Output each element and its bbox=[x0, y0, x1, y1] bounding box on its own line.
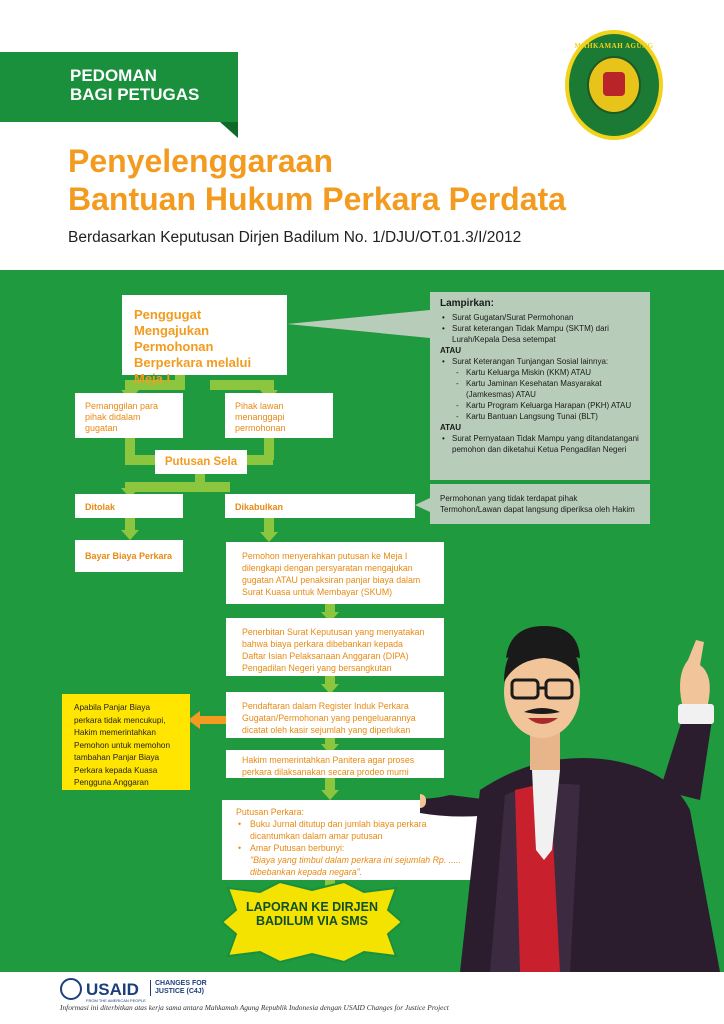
step3-box bbox=[226, 692, 444, 738]
granted-text: Dikabulkan bbox=[235, 502, 284, 512]
arrow-down-icon bbox=[121, 530, 139, 540]
step2-text: Penerbitan Surat Keputusan yang menyatakan bahwa biaya perkara dibebankan kepada Daftar Isian Pelaksanaan Anggaran (DIPA) Pengadilan Negeri yang bersangkutan bbox=[242, 627, 425, 673]
interim-decision-text: Putusan Sela bbox=[164, 456, 238, 468]
connector bbox=[245, 455, 273, 465]
attachment-or: ATAU bbox=[440, 423, 462, 432]
attachment-item: • Surat keterangan Tidak Mampu (SKTM) dari Lurah/Kepala Desa setempat bbox=[440, 323, 640, 345]
connector bbox=[200, 482, 230, 492]
usaid-wordmark: USAID bbox=[86, 980, 139, 999]
rejected-text: Ditolak bbox=[85, 502, 116, 512]
summon-plaintiff-box bbox=[75, 393, 183, 438]
step4-text: Hakim memerintahkan Panitera agar proses perkara dilaksanakan secara prodeo murni bbox=[242, 755, 415, 777]
step2-box bbox=[226, 618, 444, 676]
title-line1: Penyelenggaraan bbox=[68, 143, 333, 179]
attachment-subitem: - Kartu Program Keluarga Harapan (PKH) ATAU bbox=[440, 400, 640, 411]
connector bbox=[125, 455, 155, 465]
attachment-item: • Surat Keterangan Tunjangan Sosial lainnya: bbox=[440, 356, 640, 367]
title-line2: Bantuan Hukum Perkara Perdata bbox=[68, 181, 566, 217]
start-step-box bbox=[122, 295, 287, 386]
connector bbox=[210, 380, 270, 390]
step1-text: Pemohon menyerahkan putusan ke Meja I dilengkapi dengan persyaratan mengajukan gugatan ATAU penaksiran panjar biaya dalam Surat Kuasa untuk Membayar (SKUM) bbox=[242, 551, 421, 597]
insufficient-fee-note bbox=[62, 694, 190, 790]
band-fold bbox=[220, 122, 238, 138]
connector bbox=[198, 716, 226, 724]
judge-illustration bbox=[420, 620, 724, 972]
attachments-box bbox=[430, 292, 650, 480]
attachment-subitem: - Kartu Keluarga Miskin (KKM) ATAU bbox=[440, 367, 640, 378]
attachment-or: ATAU bbox=[440, 346, 462, 355]
callout-pointer bbox=[415, 498, 430, 512]
page-subtitle: Berdasarkan Keputusan Dirjen Badilum No. 1/DJU/OT.01.3/I/2012 bbox=[68, 229, 522, 246]
usaid-tagline: FROM THE AMERICAN PEOPLE bbox=[86, 998, 146, 1003]
usaid-seal-icon bbox=[60, 978, 82, 1000]
mahkamah-agung-seal-logo bbox=[565, 30, 663, 140]
granted-box bbox=[225, 494, 415, 518]
callout-pointer bbox=[287, 310, 430, 338]
verdict-item2-text: Amar Putusan berbunyi: bbox=[250, 843, 345, 853]
attachments-title: Lampirkan: bbox=[440, 298, 494, 309]
granted-note-text: Permohonan yang tidak terdapat pihak Termohon/Lawan dapat langsung diperiksa oleh Hakim bbox=[440, 494, 635, 514]
arrow-down-icon bbox=[321, 790, 339, 800]
bullet-icon: • bbox=[238, 843, 242, 853]
step4-box bbox=[226, 750, 444, 778]
footer-note: Informasi ini diterbitkan atas kerja sama antara Mahkamah Agung Republik Indonesia dengan USAID Changes for Justice Project bbox=[60, 1003, 449, 1012]
final-report-text: LAPORAN KE DIRJEN BADILUM VIA SMS bbox=[246, 900, 378, 928]
attachment-item: • Surat Pernyataan Tidak Mampu yang ditandatangani pemohon dan diketahui Ketua Pengadilan Negeri bbox=[440, 433, 640, 455]
seal-emblem-icon bbox=[587, 56, 641, 114]
connector bbox=[325, 776, 335, 790]
seal-text: MAHKAMAH AGUNG bbox=[574, 42, 654, 50]
interim-decision-box bbox=[155, 450, 247, 474]
pay-fee-box bbox=[75, 540, 183, 572]
c4j-logo-text: CHANGES FOR JUSTICE (C4J) bbox=[150, 980, 210, 996]
attachment-subitem: - Kartu Bantuan Langsung Tunai (BLT) bbox=[440, 411, 640, 422]
granted-note-box bbox=[430, 484, 650, 524]
verdict-item1-text: Buku Jurnal ditutup dan jumlah biaya perkara dicantumkan dalam amar putusan bbox=[250, 819, 427, 841]
step1-box bbox=[226, 542, 444, 604]
arrow-down-icon bbox=[260, 532, 278, 542]
summon-plaintiff-text: Pemanggilan para pihak didalam gugatan bbox=[85, 401, 159, 433]
pay-fee-text: Bayar Biaya Perkara bbox=[85, 551, 173, 561]
summon-respondent-box bbox=[225, 393, 333, 438]
rejected-box bbox=[75, 494, 183, 518]
attachment-item: • Surat Gugatan/Surat Permohonan bbox=[440, 312, 640, 323]
guideline-label-line1: PEDOMAN bbox=[70, 66, 157, 85]
bullet-icon: • bbox=[238, 819, 242, 829]
guideline-label-line2: BAGI PETUGAS bbox=[70, 85, 200, 104]
verdict-title: Putusan Perkara: bbox=[236, 807, 304, 817]
page-title bbox=[68, 142, 566, 218]
summon-respondent-text: Pihak lawan menanggapi permohonan bbox=[235, 401, 286, 433]
guideline-label bbox=[70, 66, 199, 104]
verdict-quote: "Biaya yang timbul dalam perkara ini sejumlah Rp. ..... dibebankan kepada negara". bbox=[250, 855, 461, 877]
header-band bbox=[0, 52, 238, 122]
start-step-text: Penggugat Mengajukan Permohonan Berperkara melalui Meja I bbox=[134, 307, 252, 386]
final-report-burst bbox=[220, 880, 404, 964]
insufficient-fee-text: Apabila Panjar Biaya perkara tidak mencukupi, Hakim memerintahkan Pemohon untuk memohon tambahan Panjar Biaya Perkara kepada Kuasa Pengguna Anggaran bbox=[74, 703, 171, 787]
step3-text: Pendaftaran dalam Register Induk Perkara Gugatan/Permohonan yang pengeluarannya dicatat oleh kasir sejumlah yang diperlukan bbox=[242, 701, 416, 735]
attachment-subitem: - Kartu Jaminan Kesehatan Masyarakat (Jamkesmas) ATAU bbox=[440, 378, 640, 400]
